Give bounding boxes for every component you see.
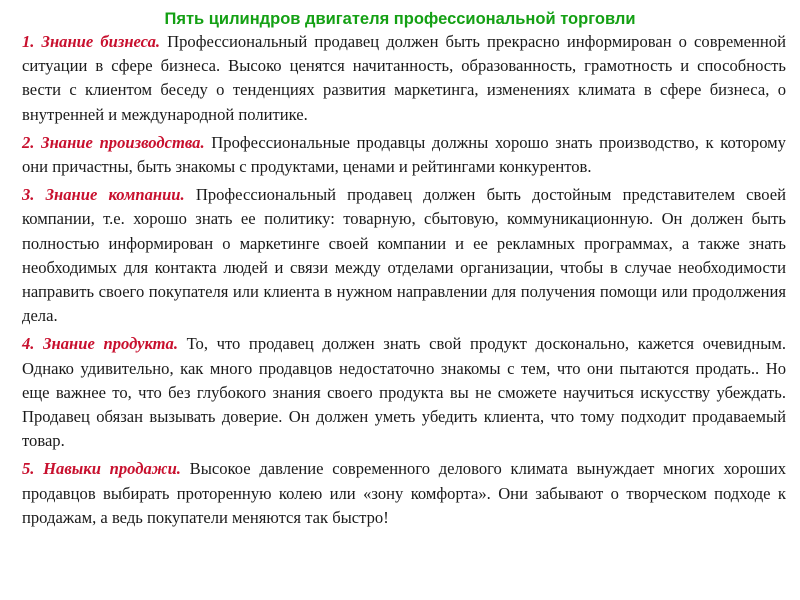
section-production-knowledge (22, 131, 786, 179)
section-business-knowledge (22, 30, 786, 127)
slide-title: Пять цилиндров двигателя профессиональной торговли (164, 10, 636, 28)
section-product-knowledge (22, 332, 786, 453)
section-text: То, что продавец должен знать свой продукт досконально, кажется очевидным. Однако удивительно, как много продавцов недостаточно знакомы с тем, что они пытаются продать.. Но еще важнее то, что без глубокого знания своего продукта вы не сможете научиться искусству убеждать. Продавец обязан вызывать доверие. Он должен уметь убедить клиента, что тому подходит продаваемый товар. (22, 334, 787, 451)
section-heading: 3. Знание компании. (22, 185, 185, 205)
section-text: Высокое давление современного делового климата вынуждает многих хороших продавцов выбирать проторенную колею или «зону комфорта». Они забывают о творческом подходе к продажам, а ведь покупатели меняются так быстро! (22, 459, 787, 527)
section-sales-skills (22, 457, 786, 530)
slide-body (22, 30, 786, 530)
section-heading: 2. Знание производства. (22, 132, 205, 152)
section-heading: 1. Знание бизнеса. (22, 32, 161, 51)
section-heading: 4. Знание продукта. (22, 334, 179, 354)
section-text: Профессиональный продавец должен быть прекрасно информирован о современной ситуации в сфере бизнеса. Высоко ценятся начитанность, образованность, грамотность и способность вести с клиентом беседу о тенденциях развития маркетинга, изменениях климата в сфере бизнеса, о внутренней и международной политике. (22, 32, 786, 124)
section-company-knowledge (22, 183, 786, 328)
section-text: Профессиональные продавцы должны хорошо знать производство, к которому они причастны, быть знакомы с продуктами, ценами и рейтингами конкурентов. (22, 132, 786, 177)
section-heading: 5. Навыки продажи. (22, 459, 181, 479)
section-text: Профессиональный продавец должен быть достойным представителем своей компании, т.е. хорошо знать ее политику: товарную, сбытовую, коммуникационную. Он должен быть полностью информирован о маркетинге своей компании и ее рекламных программах, а также знать необходимых для контакта людей и связи между отделами организации, чтобы в случае необходимости направить своего покупателя или клиента в нужном направлении для получения помощи или продолжения дела. (22, 185, 786, 326)
